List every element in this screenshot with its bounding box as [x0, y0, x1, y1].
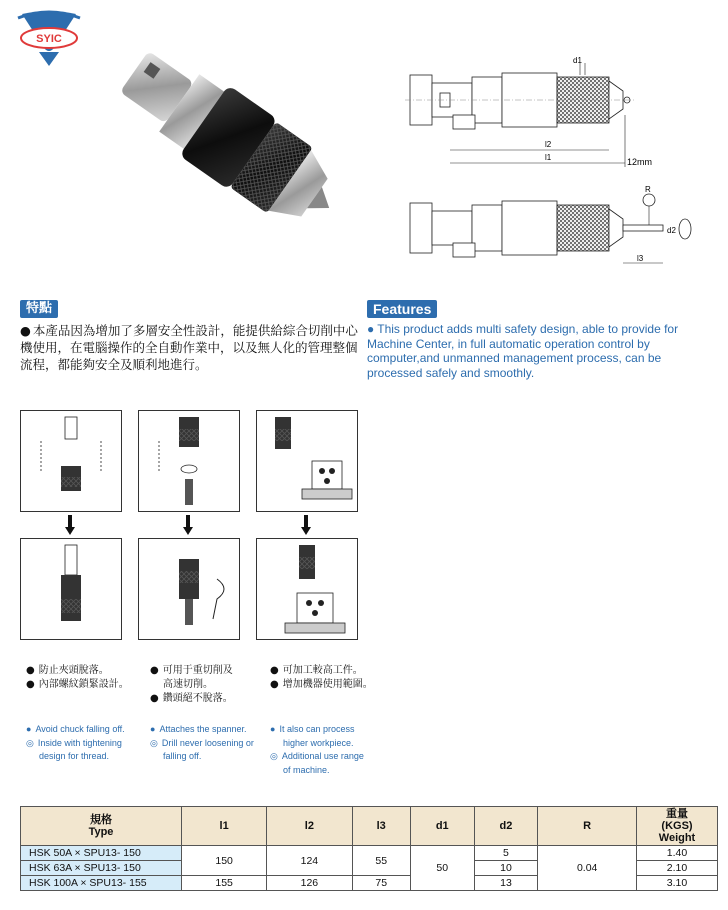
cell-l3: 55 [352, 846, 410, 876]
bullet-icon: ● [150, 724, 156, 734]
cell-type: HSK 50A × SPU13- 150 [21, 846, 182, 861]
diagram-panel-4 [20, 538, 122, 640]
label-R: R [645, 185, 651, 194]
bullet-ring-icon: ◎ [26, 737, 34, 748]
cell-weight: 1.40 [637, 846, 718, 861]
benefits-zh-col2: ● 可用于重切削及 高速切削。 ● 鑽頭絕不脫落。 [150, 665, 233, 704]
cell-type: HSK 63A × SPU13- 150 [21, 861, 182, 876]
arrow-down-icon [65, 515, 75, 535]
cell-d1: 50 [410, 846, 474, 891]
bullet-ring-icon: ◎ [150, 737, 158, 748]
cell-l3: 75 [352, 876, 410, 891]
benefits-en-col1: ● Avoid chuck falling off. ◎ Inside with tightening design for thread. [26, 724, 125, 761]
features-zh-paragraph [20, 322, 360, 373]
bullet-icon: ● [270, 724, 276, 734]
dimension-drawing-top [405, 55, 725, 175]
bullet-icon: ● [150, 693, 159, 704]
logo-text: SYIC [36, 33, 62, 45]
arrow-down-icon [183, 515, 193, 535]
col-R: R [538, 807, 637, 846]
col-l3: l3 [352, 807, 410, 846]
diagram-panel-2 [138, 410, 240, 512]
cell-l1: 150 [182, 846, 267, 876]
features-en-tag: Features [367, 300, 437, 318]
bullet-icon: ● [270, 679, 279, 690]
label-l1: l1 [545, 153, 552, 162]
bullet-icon: ● [26, 724, 32, 734]
label-l2: l2 [545, 140, 552, 149]
col-l2: l2 [267, 807, 352, 846]
bullet-icon: ● [26, 679, 35, 690]
bullet-ring-icon: ◎ [270, 751, 278, 761]
features-zh-text: 本產品因為增加了多層安全性設計，能提供給綜合切削中心機使用，在電腦操作的全自動作業中，以及無人化的管理整個流程，都能夠安全及順利地進行。 [20, 323, 358, 372]
benefits-zh-col3: ● 可加工較高工件。 ● 增加機器使用範圍。 [270, 665, 373, 690]
benefits-en-col3: ● It also can process higher workpiece. ◎ Additional use range of machine. [270, 724, 364, 775]
cell-d2: 13 [474, 876, 538, 891]
features-zh-tag: 特點 [20, 300, 58, 318]
features-en-paragraph [367, 322, 707, 380]
arrow-down-icon [301, 515, 311, 535]
brand-logo [14, 8, 84, 70]
cell-weight: 2.10 [637, 861, 718, 876]
benefits-en-col2: ● Attaches the spanner. ◎ Drill never loosening or falling off. [150, 724, 254, 761]
cell-d2: 5 [474, 846, 538, 861]
col-weight: 重量 (KGS) Weight [637, 807, 718, 846]
features-en-text: This product adds multi safety design, able to provide for Machine Center, in full automatic operation control by computer,and unmanned management process, can be processed safely and smoothly. [367, 322, 679, 380]
cell-l1: 155 [182, 876, 267, 891]
bullet-icon: ● [367, 322, 375, 336]
cell-type: HSK 100A × SPU13- 155 [21, 876, 182, 891]
bullet-icon: ● [20, 323, 31, 338]
cell-R: 0.04 [538, 846, 637, 891]
bullet-icon: ● [150, 665, 159, 676]
benefits-zh-col1: ● 防止夾頭脫落。 ● 內部螺紋鎖緊設計。 [26, 665, 129, 690]
col-d2: d2 [474, 807, 538, 846]
table-row [21, 846, 718, 861]
label-l3: l3 [637, 254, 644, 263]
label-d1: d1 [573, 56, 582, 65]
product-photo [80, 35, 340, 275]
cell-l2: 124 [267, 846, 352, 876]
diagram-panel-5 [138, 538, 240, 640]
diagram-panel-3 [256, 410, 358, 512]
label-12mm: 12mm [627, 157, 653, 167]
diagram-panel-6 [256, 538, 358, 640]
dimension-drawing-bottom [405, 185, 725, 275]
cell-weight: 3.10 [637, 876, 718, 891]
spec-table [20, 806, 718, 891]
label-d2: d2 [667, 226, 676, 235]
cell-d2: 10 [474, 861, 538, 876]
col-d1: d1 [410, 807, 474, 846]
col-type: 規格 Type [21, 807, 182, 846]
bullet-icon: ● [270, 665, 279, 676]
table-header-row [21, 807, 718, 846]
diagram-panel-1 [20, 410, 122, 512]
bullet-icon: ● [26, 665, 35, 676]
col-l1: l1 [182, 807, 267, 846]
cell-l2: 126 [267, 876, 352, 891]
